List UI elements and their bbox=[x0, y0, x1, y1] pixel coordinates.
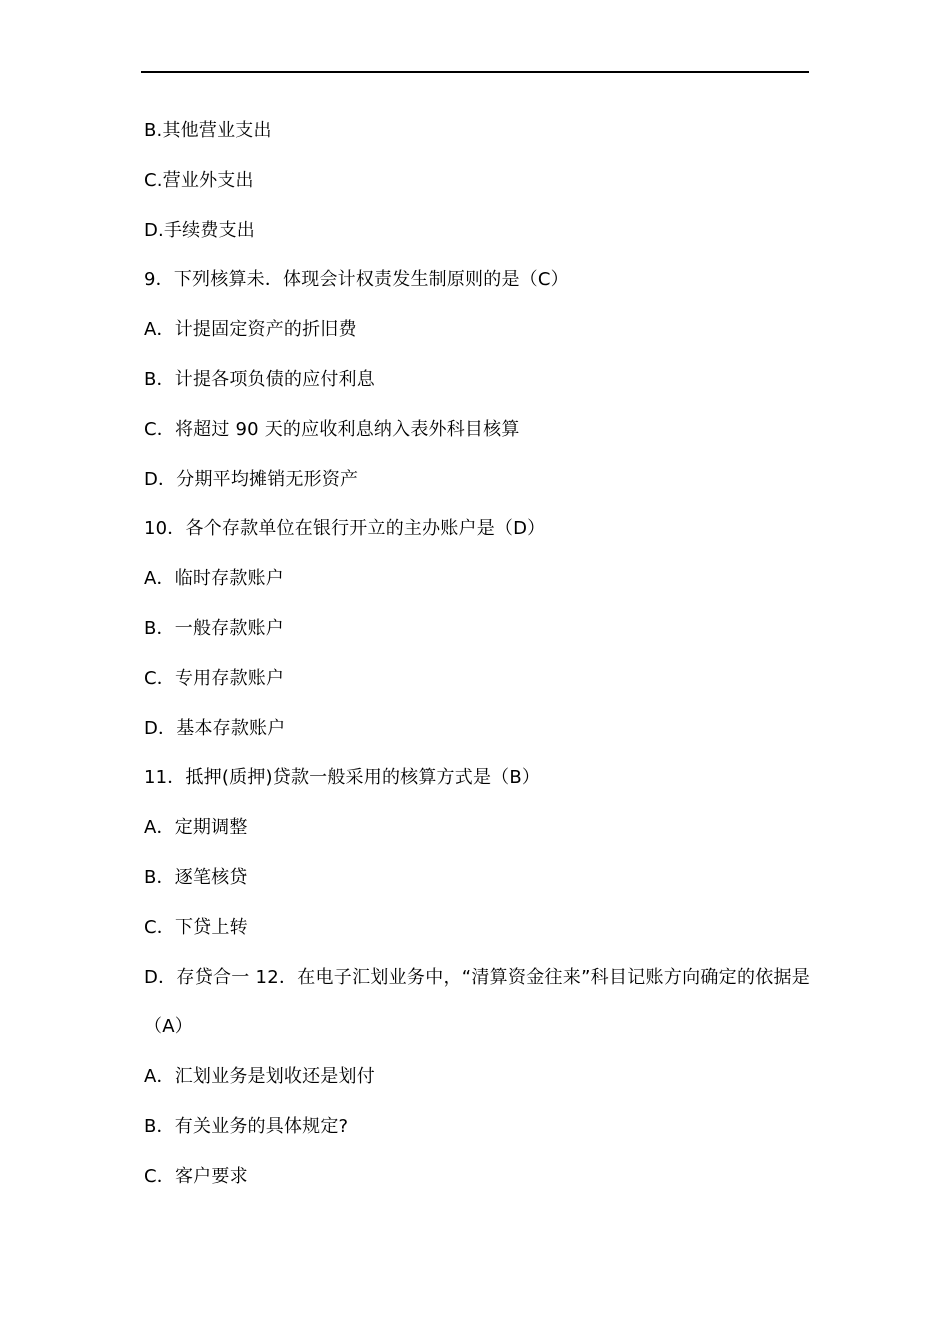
header-rule bbox=[141, 71, 809, 73]
document-body bbox=[144, 106, 810, 1202]
q11-option-b: B．逐笔核贷 bbox=[144, 866, 248, 888]
q11-option-a: A．定期调整 bbox=[144, 817, 248, 839]
question-9: 9．下列核算未．体现会计权责发生制原则的是（C） bbox=[144, 269, 569, 291]
q10-option-a: A．临时存款账户 bbox=[144, 568, 284, 590]
q12-option-b: B．有关业务的具体规定? bbox=[144, 1115, 349, 1137]
option-b-other-expenses: B.其他营业支出 bbox=[144, 120, 272, 141]
q11-option-c: C．下贷上转 bbox=[144, 916, 248, 938]
q11-option-d-and-question-12: D．存贷合一 12．在电子汇划业务中，“清算资金往来”科目记账方向确定的依据是（A） bbox=[144, 966, 810, 1038]
q9-option-c: C．将超过 90 天的应收利息纳入表外科目核算 bbox=[144, 418, 520, 440]
question-11: 11．抵押(质押)贷款一般采用的核算方式是（B） bbox=[144, 767, 541, 789]
question-10: 10．各个存款单位在银行开立的主办账户是（D） bbox=[144, 518, 546, 540]
q12-option-c: C．客户要求 bbox=[144, 1165, 248, 1187]
option-c-non-operating-expenses: C.营业外支出 bbox=[144, 169, 254, 191]
q9-option-a: A．计提固定资产的折旧费 bbox=[144, 319, 357, 341]
q12-option-a: A．汇划业务是划收还是划付 bbox=[144, 1066, 375, 1088]
q9-option-d: D．分期平均摊销无形资产 bbox=[144, 468, 359, 490]
option-d-fee-expenses: D.手续费支出 bbox=[144, 219, 255, 241]
q10-option-c: C．专用存款账户 bbox=[144, 667, 285, 689]
q10-option-b: B．一般存款账户 bbox=[144, 617, 284, 639]
q10-option-d: D．基本存款账户 bbox=[144, 717, 286, 739]
q9-option-b: B．计提各项负债的应付利息 bbox=[144, 368, 375, 390]
